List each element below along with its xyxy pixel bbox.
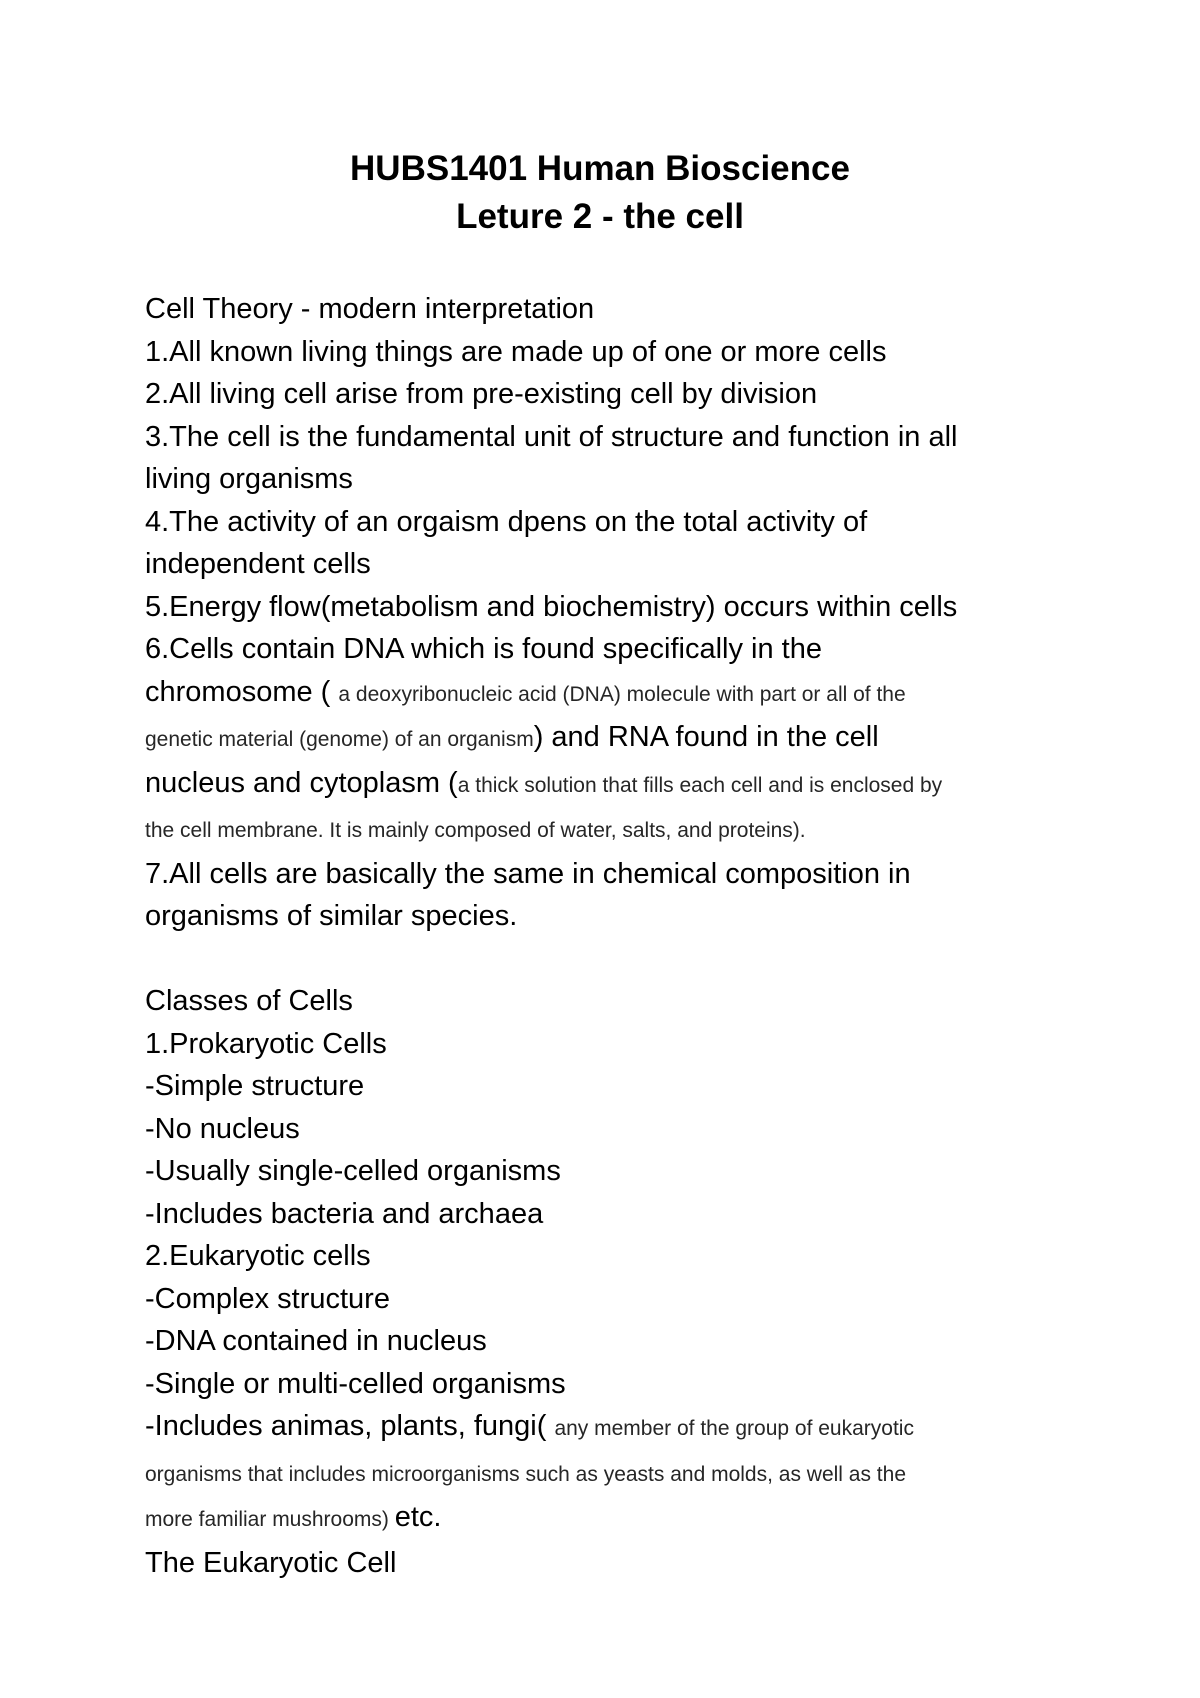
spacer (145, 938, 1065, 981)
rna-text: ) and RNA found in the cell (533, 721, 879, 753)
eukaryotic-title: 2.Eukaryotic cells (145, 1240, 371, 1272)
eukaryotic-point-3: -Single or multi-celled organisms (145, 1367, 566, 1400)
eukaryotic-point-4-cont (145, 1451, 1065, 1497)
chromosome-text: chromosome ( (145, 675, 339, 708)
eukaryotic-point-1: -Complex structure (145, 1282, 390, 1315)
eukaryotic-point-4-end (145, 1496, 1065, 1542)
cell-theory-item-6-line-2 (145, 671, 1065, 717)
cell-theory-item-7-line-2: organisms of similar species. (145, 900, 518, 932)
lecture-title: Leture 2 - the cell (456, 197, 744, 236)
cytoplasm-text: nucleus and cytoplasm ( (145, 766, 458, 799)
prokaryotic-title: 1.Prokaryotic Cells (145, 1027, 387, 1060)
prokaryotic-point-1: -Simple structure (145, 1070, 365, 1102)
etc-text: etc. (394, 1501, 442, 1533)
cell-theory-item-6-line-5 (145, 807, 1065, 853)
document-body (145, 288, 1065, 1584)
eukaryotic-point-2: -DNA contained in nucleus (145, 1325, 487, 1357)
cell-theory-item-6-line-1: 6.Cells contain DNA which is found specifically in the (145, 633, 822, 665)
classes-heading: Classes of Cells (145, 985, 353, 1017)
cell-theory-item-5: 5.Energy flow(metabolism and biochemistry) occurs within cells (145, 590, 958, 623)
chromosome-definition-cont: genetic material (genome) of an organism (145, 728, 534, 751)
prokaryotic-point-2: -No nucleus (145, 1112, 300, 1145)
cell-theory-item-2: 2.All living cell arise from pre-existing cell by division (145, 378, 818, 410)
course-title: HUBS1401 Human Bioscience (350, 149, 850, 188)
fungi-definition-end: more familiar mushrooms) (145, 1508, 395, 1531)
cell-theory-item-4-line-2: independent cells (145, 548, 371, 580)
prokaryotic-point-3: -Usually single-celled organisms (145, 1155, 561, 1187)
cell-theory-heading: Cell Theory - modern interpretation (145, 293, 595, 325)
document-title (0, 145, 1200, 241)
cell-theory-item-6-line-4 (145, 762, 1065, 808)
eukaryotic-point-4 (145, 1405, 1065, 1451)
cytoplasm-definition-cont: the cell membrane. It is mainly composed of water, salts, and proteins). (145, 819, 806, 842)
eukaryotic-cell-heading: The Eukaryotic Cell (145, 1546, 397, 1579)
cell-theory-item-7-line-1: 7.All cells are basically the same in chemical composition in (145, 857, 911, 890)
fungi-text: -Includes animas, plants, fungi( (145, 1410, 555, 1442)
cell-theory-item-6-line-3 (145, 716, 1065, 762)
prokaryotic-point-4: -Includes bacteria and archaea (145, 1197, 544, 1230)
fungi-definition: any member of the group of eukaryotic (554, 1417, 914, 1440)
cell-theory-item-1: 1.All known living things are made up of one or more cells (145, 335, 887, 368)
cytoplasm-definition: a thick solution that fills each cell and is enclosed by (457, 773, 943, 797)
cell-theory-item-3-line-1: 3.The cell is the fundamental unit of structure and function in all (145, 420, 958, 453)
fungi-definition-cont: organisms that includes microorganisms such as yeasts and molds, as well as the (145, 1462, 907, 1486)
chromosome-definition: a deoxyribonucleic acid (DNA) molecule with part or all of the (338, 682, 906, 706)
cell-theory-item-3-line-2: living organisms (145, 463, 353, 495)
cell-theory-item-4-line-1: 4.The activity of an orgaism dpens on the total activity of (145, 505, 868, 538)
